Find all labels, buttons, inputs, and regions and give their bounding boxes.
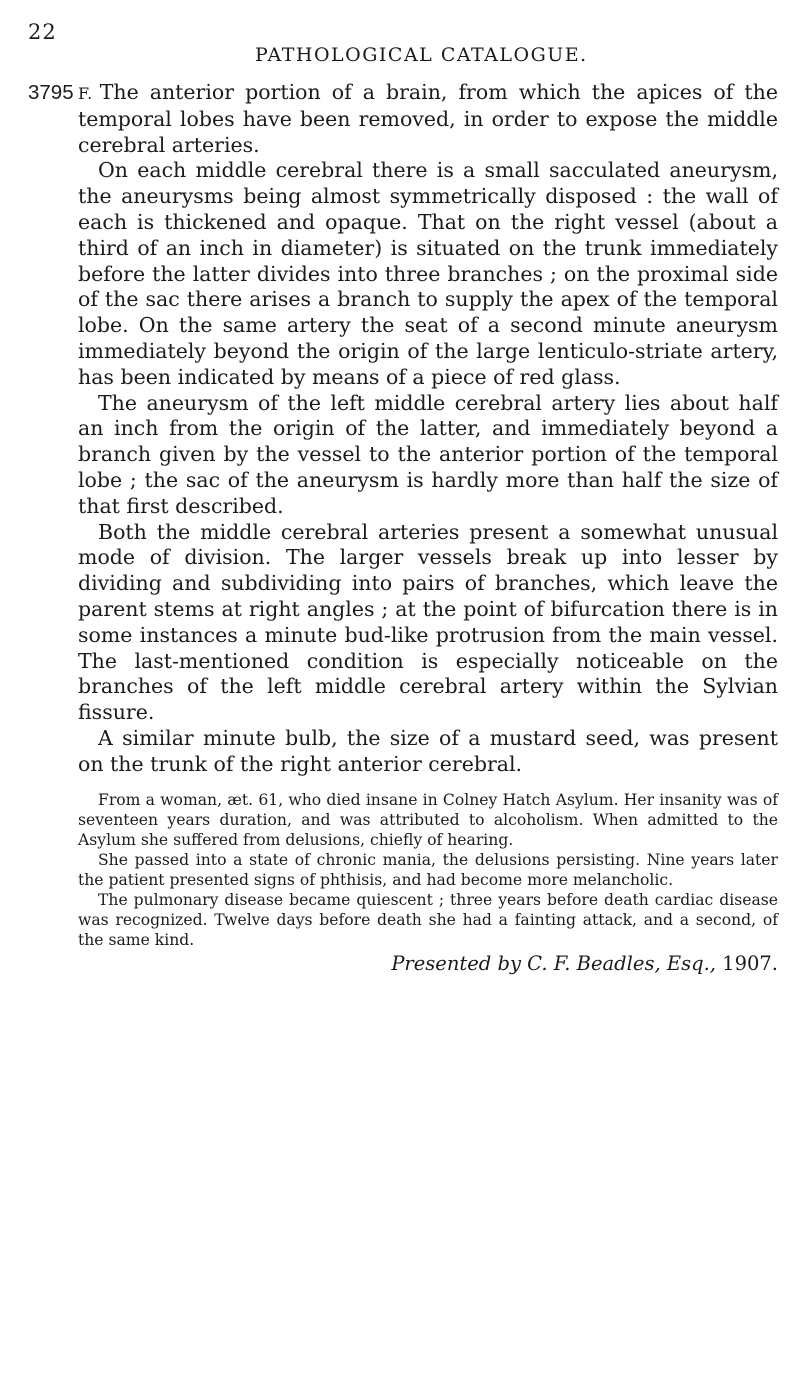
page-header (0, 20, 800, 70)
paragraph-text: The anterior portion of a brain, from which the apices of the temporal lobes have been removed, in order to expose the middle cerebral arteries. (78, 80, 778, 157)
entry-paragraph-4: Both the middle cerebral arteries present a somewhat unusual mode of division. The larger vessels break up into lesser by dividing and subdividing into pairs of branches, which leave the parent stems at right angles ; at the point of bifurcation there is in some instances a minute bud-like protrusion from the main vessel. The last-mentioned condition is especially noticeable on the branches of the left middle cerebral artery within the Sylvian fissure. (78, 519, 778, 725)
presented-by-line (78, 952, 778, 976)
running-title: PATHOLOGICAL CATALOGUE. (255, 44, 588, 66)
case-paragraph-3: The pulmonary disease became quiescent ; three years before death cardiac disease was recognized. Twelve days before death she had a fainting attack, and a second, of the same kind. (78, 890, 778, 950)
entry-number: 3795 (28, 81, 74, 104)
entry-paragraph-5: A similar minute bulb, the size of a mustard seed, was present on the trunk of the right anterior cerebral. (78, 725, 778, 776)
page-number: 22 (28, 20, 57, 44)
donor-name: C. F. Beadles, Esq., (527, 952, 716, 976)
entry-description (78, 158, 778, 777)
presented-by-prefix: Presented by (391, 952, 521, 976)
entry-suffix: F. (78, 84, 93, 103)
entry-paragraph-1 (78, 80, 778, 158)
donation-year: 1907. (722, 952, 778, 976)
case-history (78, 790, 778, 951)
case-paragraph-1: From a woman, æt. 61, who died insane in Colney Hatch Asylum. Her insanity was of seventeen years duration, and was attributed to alcoholism. When admitted to the Asylum she suffered from delusions, chiefly of hearing. (78, 790, 778, 849)
entry-heading (28, 80, 778, 158)
catalogue-entry (28, 80, 778, 976)
entry-paragraph-2: On each middle cerebral there is a small sacculated aneurysm, the aneurysms being almost symmetrically disposed : the wall of each is thickened and opaque. That on the right vessel (about a third of an inch in diameter) is situated on the trunk immediately before the latter divides into three branches ; on the proximal side of the sac there arises a branch to supply the apex of the temporal lobe. On the same artery the seat of a second minute aneurysm immediately beyond the origin of the large lenticulo-striate artery, has been indicated by means of a piece of red glass. (78, 158, 778, 389)
case-paragraph-2: She passed into a state of chronic mania, the delusions persisting. Nine years later the patient presented signs of phthisis, and had become more melancholic. (78, 850, 778, 889)
entry-paragraph-3: The aneurysm of the left middle cerebral artery lies about half an inch from the origin of the latter, and immediately beyond a branch given by the vessel to the anterior portion of the temporal lobe ; the sac of the aneurysm is hardly more than half the size of that first described. (78, 390, 778, 518)
